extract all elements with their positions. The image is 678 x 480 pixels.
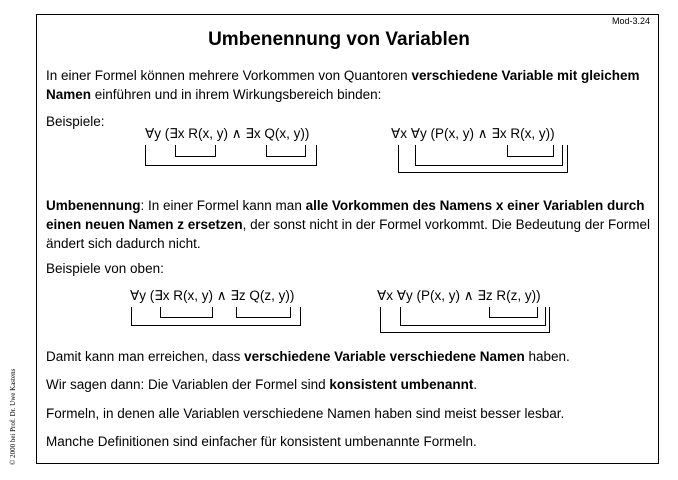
definitions-paragraph: Manche Definitionen sind einfacher für konsistent umbenannte Formeln.: [46, 434, 477, 449]
renaming-term: Umbenennung: [46, 198, 141, 213]
consistent-text-2: .: [473, 377, 478, 392]
binding-bracket-2b: [416, 145, 563, 166]
binding-bracket-2a: [508, 145, 554, 157]
consistent-bold: konsistent umbenannt: [329, 377, 474, 392]
intro-bold: verschiedene Variable mit gleichem Namen: [46, 68, 640, 102]
goal-bold: verschiedene Variable verschiedene Namen: [244, 349, 525, 364]
binding-bracket-4a: [490, 307, 538, 318]
binding-bracket-3a: [161, 307, 213, 318]
slide-title: Umbenennung von Variablen: [208, 29, 470, 50]
binding-bracket-1c: [146, 145, 317, 166]
examples-above-label: Beispiele von oben:: [46, 261, 164, 276]
binding-bracket-1b: [267, 145, 306, 157]
intro-text-2: einführen und in ihrem Wirkungsbereich binden:: [91, 87, 382, 102]
consistent-text-1: Wir sagen dann: Die Variablen der Formel sind: [46, 377, 330, 392]
renaming-bold: alle Vorkommen des Namens x einer Variablen durch einen neuen Namen z ersetzen: [46, 198, 645, 232]
renaming-text-1: : In einer Formel kann man: [140, 198, 306, 213]
slide-id: Mod-3.24: [611, 16, 650, 26]
binding-bracket-2c: [399, 145, 568, 173]
formula-example-2: ∀x ∀y (P(x, y) ∧ ∃x R(x, y)): [391, 126, 555, 141]
binding-bracket-1a: [176, 145, 216, 157]
formula-renamed-1: ∀y (∃x R(x, y) ∧ ∃z Q(z, y)): [130, 288, 295, 303]
formula-example-1: ∀y (∃x R(x, y) ∧ ∃x Q(x, y)): [145, 126, 310, 141]
binding-bracket-4c: [381, 307, 550, 333]
binding-bracket-3b: [237, 307, 291, 318]
binding-bracket-4b: [401, 307, 546, 326]
renaming-text-2: , der sonst nicht in der Formel vorkommt. Die Bedeutung der Formel ändert sich dadurch nicht.: [46, 217, 650, 251]
readability-paragraph: Formeln, in denen alle Variablen verschiedene Namen haben sind meist besser lesbar.: [46, 406, 565, 421]
goal-text-1: Damit kann man erreichen, dass: [46, 349, 245, 364]
formula-renamed-2: ∀x ∀y (P(x, y) ∧ ∃z R(z, y)): [377, 288, 541, 303]
examples-label: Beispiele:: [46, 114, 105, 129]
goal-text-2: haben.: [524, 349, 570, 364]
binding-bracket-3c: [132, 307, 301, 326]
copyright-note: © 2000 bei Prof. Dr. Uwe Kastens: [9, 368, 17, 465]
intro-text-1: In einer Formel können mehrere Vorkommen von Quantoren: [46, 68, 412, 83]
